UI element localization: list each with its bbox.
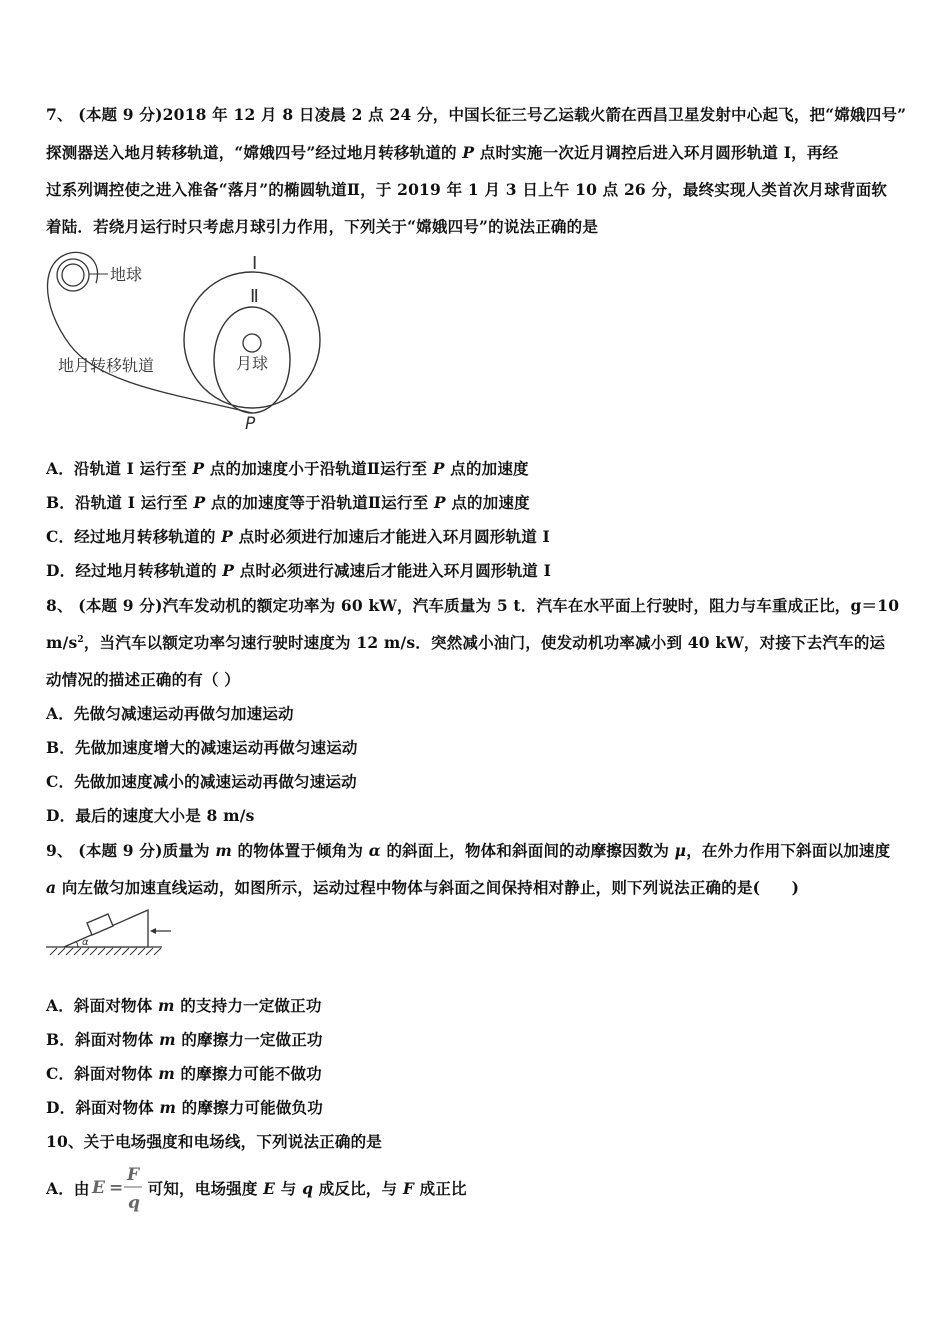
transfer-orbit-curve	[48, 252, 253, 413]
q10-stem: 10、关于电场强度和电场线，下列说法正确的是	[46, 1132, 382, 1151]
earth-inner-circle	[62, 264, 84, 286]
q8-stem-line-1: 8、 (本题 9 分)汽车发动机的额定功率为 60 kW，汽车质量为 5 t．汽车在水平面上行驶时，阻力与车重成正比，g＝10	[46, 596, 900, 615]
q8-option-b[interactable]: B．先做加速度增大的减速运动再做匀速运动	[46, 738, 358, 757]
earth-moon-orbit-figure	[40, 245, 340, 435]
transfer-orbit-label: 地月转移轨道	[58, 356, 155, 375]
q8-option-d[interactable]: D．最后的速度大小是 8 m/s	[46, 806, 255, 825]
formula-q: q	[127, 1193, 140, 1213]
angle-label: α	[82, 937, 89, 948]
point-p-label: P	[245, 414, 256, 434]
formula-e: E	[91, 1178, 105, 1198]
moon-label: 月球	[236, 354, 269, 373]
q8-option-c[interactable]: C．先做加速度减小的减速运动再做匀速运动	[46, 772, 357, 791]
ground-hatching	[50, 948, 161, 955]
moon-circle	[243, 334, 261, 352]
formula-equals: =	[108, 1178, 124, 1198]
force-arrow-head	[150, 928, 156, 934]
q9-option-a[interactable]: A．斜面对物体 m 的支持力一定做正功	[46, 996, 322, 1015]
orbit-1-label: Ⅰ	[252, 253, 258, 274]
incline-figure	[44, 905, 174, 960]
q7-option-b[interactable]: B．沿轨道 I 运行至 P 点的加速度等于沿轨道Ⅱ运行至 P 点的加速度	[46, 493, 530, 512]
q9-option-c[interactable]: C．斜面对物体 m 的摩擦力可能不做功	[46, 1064, 322, 1083]
q10-option-a[interactable]: A．由 E = F q 可知，电场强度 E 与 q 成反比，与 F 成正比	[46, 1165, 467, 1213]
q7-stem-line-2: 探测器送入地月转移轨道，“嫦娥四号”经过地月转移轨道的 P 点时实施一次近月调控后进入环月圆形轨道 I，再经	[46, 143, 839, 162]
formula-e-equals-f-over-q	[90, 1163, 148, 1213]
q7-stem-line-4: 着陆．若绕月运行时只考虑月球引力作用，下列关于“嫦娥四号”的说法正确的是	[46, 217, 599, 236]
q8-option-a[interactable]: A．先做匀减速运动再做匀加速运动	[46, 704, 294, 723]
formula-f: F	[126, 1165, 139, 1185]
orbit-2-label: Ⅱ	[250, 286, 259, 307]
q7-option-d[interactable]: D．经过地月转移轨道的 P 点时必须进行减速后才能进入环月圆形轨道 I	[46, 561, 552, 580]
q9-option-b[interactable]: B．斜面对物体 m 的摩擦力一定做正功	[46, 1030, 323, 1049]
q7-stem-line-3: 过系列调控使之进入准备“落月”的椭圆轨道Ⅱ，于 2019 年 1 月 3 日上午 10 点 26 分，最终实现人类首次月球背面软	[46, 180, 888, 199]
q7-stem-line-1: 7、 (本题 9 分)2018 年 12 月 8 日凌晨 2 点 24 分，中国长征三号乙运载火箭在西昌卫星发射中心起飞，把“嫦娥四号”	[46, 105, 907, 124]
q7-option-a[interactable]: A．沿轨道 I 运行至 P 点的加速度小于沿轨道Ⅱ运行至 P 点的加速度	[46, 459, 529, 478]
q7-option-c[interactable]: C．经过地月转移轨道的 P 点时必须进行加速后才能进入环月圆形轨道 I	[46, 527, 550, 546]
q9-option-d[interactable]: D．斜面对物体 m 的摩擦力可能做负功	[46, 1098, 323, 1117]
q9-stem-line-2: a 向左做匀加速直线运动，如图所示，运动过程中物体与斜面之间保持相对静止，则下列说法正确的是( )	[46, 878, 800, 897]
q9-stem-line-1: 9、 (本题 9 分)质量为 m 的物体置于倾角为 α 的斜面上，物体和斜面间的动摩擦因数为 μ，在外力作用下斜面以加速度	[46, 841, 891, 860]
earth-label: 地球	[110, 265, 143, 284]
q8-stem-line-2: $m/s^2$，当汽车以额定功率匀速行驶时速度为 12 m/s．突然减小油门，使发动机功率减小到 40 kW，对接下去汽车的运	[46, 633, 886, 652]
q8-stem-line-3: 动情况的描述正确的有（ ）	[46, 670, 240, 689]
